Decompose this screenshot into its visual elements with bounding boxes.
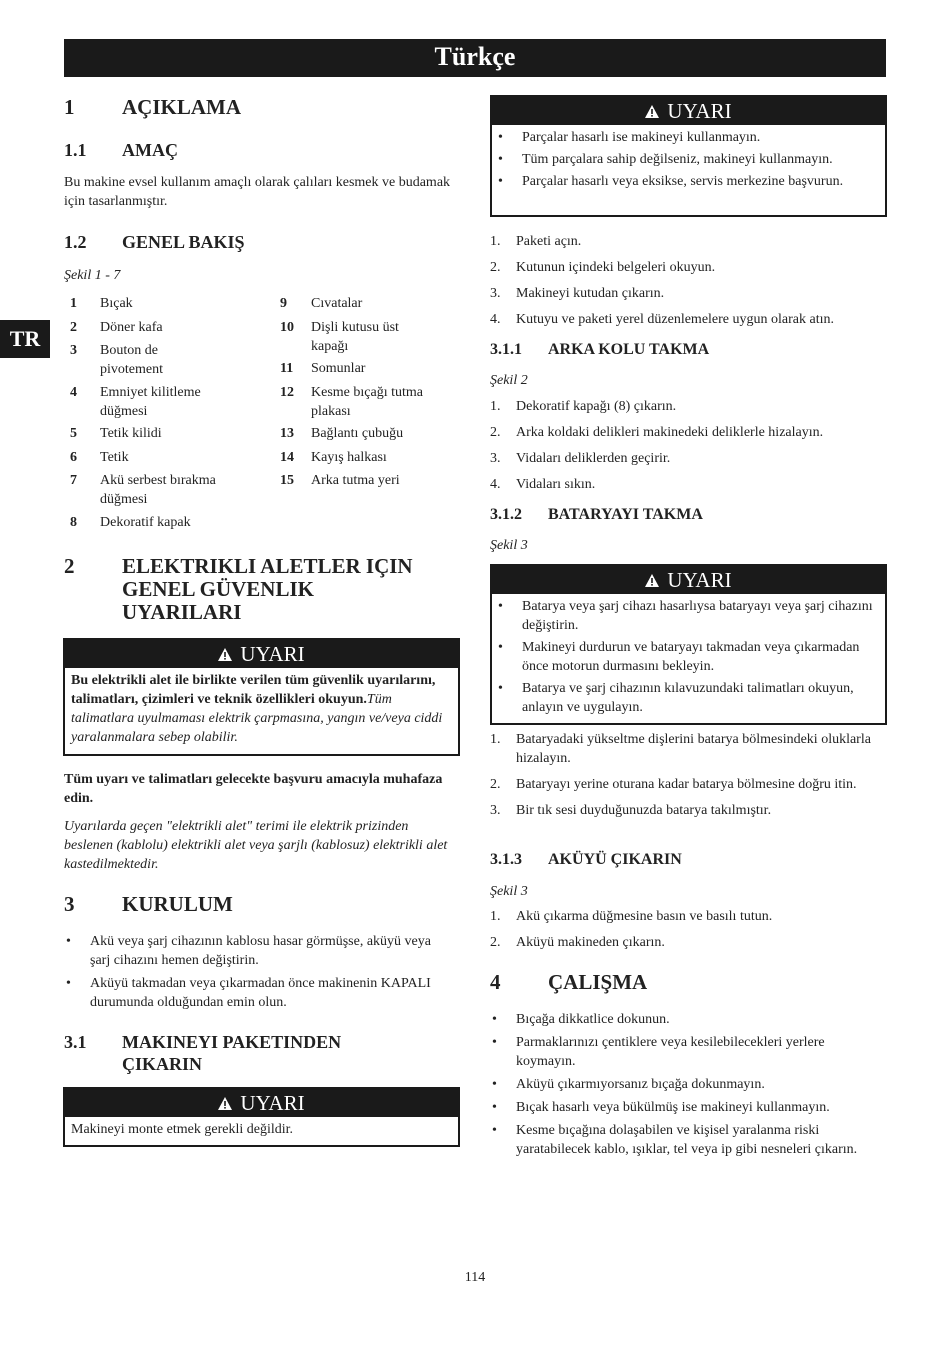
figure-ref: Şekil 3: [490, 538, 528, 553]
operation-bullets: [490, 1010, 883, 1159]
unpack-warning: [63, 1087, 460, 1147]
figure-ref: Şekil 3: [490, 884, 528, 899]
parts-list-right: [276, 294, 466, 504]
warning-bold-text: Bu elektrikli alet ile birlikte verilen tüm güvenlik uyarılarını, talimatları, çizimleri ve teknik özellikleri okuyun.: [71, 673, 436, 707]
figure-ref: Şekil 1 - 7: [64, 268, 121, 283]
list-item: 3. Bir tık sesi duyduğunuzda batarya takılmıştır.: [490, 803, 772, 818]
part-number: 3: [70, 343, 77, 358]
part-number: 15: [280, 473, 294, 488]
list-item: 1. Bataryadaki yükseltme dişlerini batarya bölmesindeki oluklarla hizalayın.: [490, 732, 871, 766]
part-number: 2: [70, 320, 77, 335]
installation-bullets: [64, 932, 454, 1012]
warning-title: UYARI: [667, 99, 732, 123]
section-number: 3.1.2: [490, 506, 522, 523]
part-label: Dekoratif kapak: [100, 515, 191, 530]
part-number: 6: [70, 450, 77, 465]
part-number: 5: [70, 426, 77, 441]
part-label: Dişli kutusu üst kapağı: [311, 320, 399, 354]
unpack-steps: [490, 232, 885, 329]
section-3-1-heading: [64, 1031, 464, 1075]
section-3-1-3-heading: [490, 850, 885, 870]
section-title-line: ÇIKARIN: [122, 1054, 203, 1074]
section-number: 3: [64, 892, 75, 916]
list-item: • Aküyü çıkarmıyorsanız bıçağa dokunmayın.: [490, 1075, 883, 1094]
warning-list: [492, 594, 885, 717]
list-item: • Parçalar hasarlı veya eksikse, servis merkezine başvurun.: [496, 172, 881, 191]
section-number: 3.1.1: [490, 341, 522, 358]
battery-warning: [490, 564, 887, 725]
part-number: 10: [280, 320, 294, 335]
purpose-text: Bu makine evsel kullanım amaçlı olarak çalıları kesmek ve budamak için tasarlanmıştır.: [64, 175, 451, 209]
section-title-line: ELEKTRIKLI ALETLER IÇIN: [122, 554, 413, 578]
section-number: 3.1: [64, 1032, 87, 1052]
warning-text: Makineyi monte etmek gerekli değildir.: [71, 1122, 293, 1137]
power-tool-definition: Uyarılarda geçen "elektrikli alet" terimi ile elektrik prizinden beslenen (kablolu) elektrikli alet veya şarjlı (kablosuz) elektrikli alet kastedilmektedir.: [64, 819, 448, 872]
keep-instructions-note: Tüm uyarı ve talimatları gelecekte başvuru amacıyla muhafaza edin.: [64, 772, 443, 806]
section-title: ÇALIŞMA: [548, 970, 648, 994]
warning-header: [492, 97, 885, 125]
list-item: 3. Makineyi kutudan çıkarın.: [490, 286, 665, 301]
warning-triangle-icon: [218, 648, 232, 661]
parts-list-left: [64, 294, 264, 544]
section-number: 3.1.3: [490, 851, 522, 868]
language-tab: TR: [0, 320, 50, 358]
section-number: 2: [64, 554, 75, 578]
list-item: • Batarya ve şarj cihazının kılavuzundaki talimatları okuyun, anlayın ve uygulayın.: [496, 679, 881, 717]
part-number: 12: [280, 385, 294, 400]
battery-remove-steps: [490, 907, 885, 952]
section-title: BATARYAYI TAKMA: [548, 506, 703, 523]
part-number: 14: [280, 450, 294, 465]
part-number: 13: [280, 426, 294, 441]
part-label: Akü serbest bırakma düğmesi: [100, 473, 216, 507]
section-title-line: MAKINEYI PAKETINDEN: [122, 1032, 342, 1052]
section-2-heading: [64, 555, 464, 625]
warning-italic-text: Tüm talimatlara uyulmaması elektrik çarpmasına, yangın ve/veya ciddi yaralanmalara sebep olabilir.: [71, 692, 443, 745]
general-safety-warning: [63, 638, 460, 756]
list-item: 4. Kutuyu ve paketi yerel düzenlemelere uygun olarak atın.: [490, 312, 834, 327]
language-header: Türkçe: [64, 39, 886, 77]
warning-header: [65, 1089, 458, 1117]
part-number: 7: [70, 473, 77, 488]
list-item: 2. Aküyü makineden çıkarın.: [490, 935, 665, 950]
section-title: GENEL BAKIŞ: [122, 232, 245, 252]
rear-handle-steps: [490, 397, 885, 494]
section-title: AMAÇ: [122, 140, 178, 160]
list-item: • Tüm parçalara sahip değilseniz, makineyi kullanmayın.: [496, 150, 881, 169]
page-number: 114: [464, 1270, 486, 1285]
section-3-1-1-heading: [490, 340, 885, 360]
section-title-line: GENEL GÜVENLIK: [122, 577, 314, 601]
section-title: AKÜYÜ ÇIKARIN: [548, 851, 682, 868]
part-label: Döner kafa: [100, 320, 163, 335]
list-item: • Bıçağa dikkatlice dokunun.: [490, 1010, 883, 1029]
section-number: 1: [64, 95, 75, 119]
battery-install-steps: [490, 730, 885, 820]
part-number: 11: [280, 361, 294, 376]
section-title: ARKA KOLU TAKMA: [548, 341, 710, 358]
section-3-1-2-heading: [490, 505, 885, 525]
warning-title: UYARI: [240, 1091, 305, 1115]
part-number: 4: [70, 385, 77, 400]
warning-header: [65, 640, 458, 668]
part-number: 9: [280, 296, 287, 311]
section-1-2-heading: [64, 231, 464, 253]
figure-ref: Şekil 2: [490, 373, 528, 388]
section-title: AÇIKLAMA: [122, 95, 241, 119]
section-number: 4: [490, 970, 501, 994]
list-item: • Aküyü takmadan veya çıkarmadan önce makinenin KAPALI durumunda olduğundan emin olun.: [64, 974, 454, 1012]
list-item: 2. Arka koldaki delikleri makinedeki deliklerle hizalayın.: [490, 425, 824, 440]
part-label: Emniyet kilitleme düğmesi: [100, 385, 201, 419]
list-item: • Akü veya şarj cihazının kablosu hasar görmüşse, aküyü veya şarj cihazını hemen değiştirin.: [64, 932, 454, 970]
warning-list: [492, 125, 885, 191]
part-label: Bıçak: [100, 296, 133, 311]
list-item: 4. Vidaları sıkın.: [490, 477, 596, 492]
list-item: 1. Akü çıkarma düğmesine basın ve basılı tutun.: [490, 909, 773, 924]
warning-triangle-icon: [218, 1097, 232, 1110]
part-label: Cıvatalar: [311, 296, 363, 311]
list-item: 2. Kutunun içindeki belgeleri okuyun.: [490, 260, 716, 275]
part-label: Kayış halkası: [311, 450, 387, 465]
part-label: Arka tutma yeri: [311, 473, 400, 488]
part-label: Bağlantı çubuğu: [311, 426, 404, 441]
list-item: • Makineyi durdurun ve bataryayı takmadan veya çıkarmadan önce motorun durmasını bekleyin.: [496, 638, 881, 676]
part-label: Tetik: [100, 450, 129, 465]
section-1-1-heading: [64, 139, 464, 161]
part-label: Bouton de pivotement: [100, 343, 163, 377]
warning-title: UYARI: [667, 568, 732, 592]
list-item: • Bıçak hasarlı veya bükülmüş ise makineyi kullanmayın.: [490, 1098, 883, 1117]
section-number: 1.1: [64, 140, 87, 160]
part-label: Kesme bıçağı tutma plakası: [311, 385, 423, 419]
warning-body: [65, 668, 458, 751]
parts-damage-warning: [490, 95, 887, 217]
list-item: • Batarya veya şarj cihazı hasarlıysa bataryayı veya şarj cihazını değiştirin.: [496, 597, 881, 635]
list-item: • Kesme bıçağına dolaşabilen ve kişisel yaralanma riski yaratabilecek kablo, ışıklar, tel veya ip gibi nesneleri çıkarın.: [490, 1121, 883, 1159]
warning-triangle-icon: [645, 105, 659, 118]
section-4-heading: [490, 971, 885, 995]
section-number: 1.2: [64, 232, 87, 252]
list-item: • Parçalar hasarlı ise makineyi kullanmayın.: [496, 128, 881, 147]
warning-header: [492, 566, 885, 594]
section-title-line: UYARILARI: [122, 600, 242, 624]
list-item: 1. Paketi açın.: [490, 234, 582, 249]
list-item: 3. Vidaları deliklerden geçirir.: [490, 451, 671, 466]
list-item: • Parmaklarınızı çentiklere veya kesilebilecekleri yerlere koymayın.: [490, 1033, 883, 1071]
section-1-heading: [64, 96, 464, 120]
part-label: Tetik kilidi: [100, 426, 162, 441]
part-number: 1: [70, 296, 77, 311]
part-number: 8: [70, 515, 77, 530]
list-item: 2. Bataryayı yerine oturana kadar batarya bölmesine doğru itin.: [490, 777, 857, 792]
warning-title: UYARI: [240, 642, 305, 666]
section-3-heading: [64, 893, 464, 917]
section-title: KURULUM: [122, 892, 233, 916]
part-label: Somunlar: [311, 361, 366, 376]
list-item: 1. Dekoratif kapağı (8) çıkarın.: [490, 399, 677, 414]
warning-triangle-icon: [645, 574, 659, 587]
